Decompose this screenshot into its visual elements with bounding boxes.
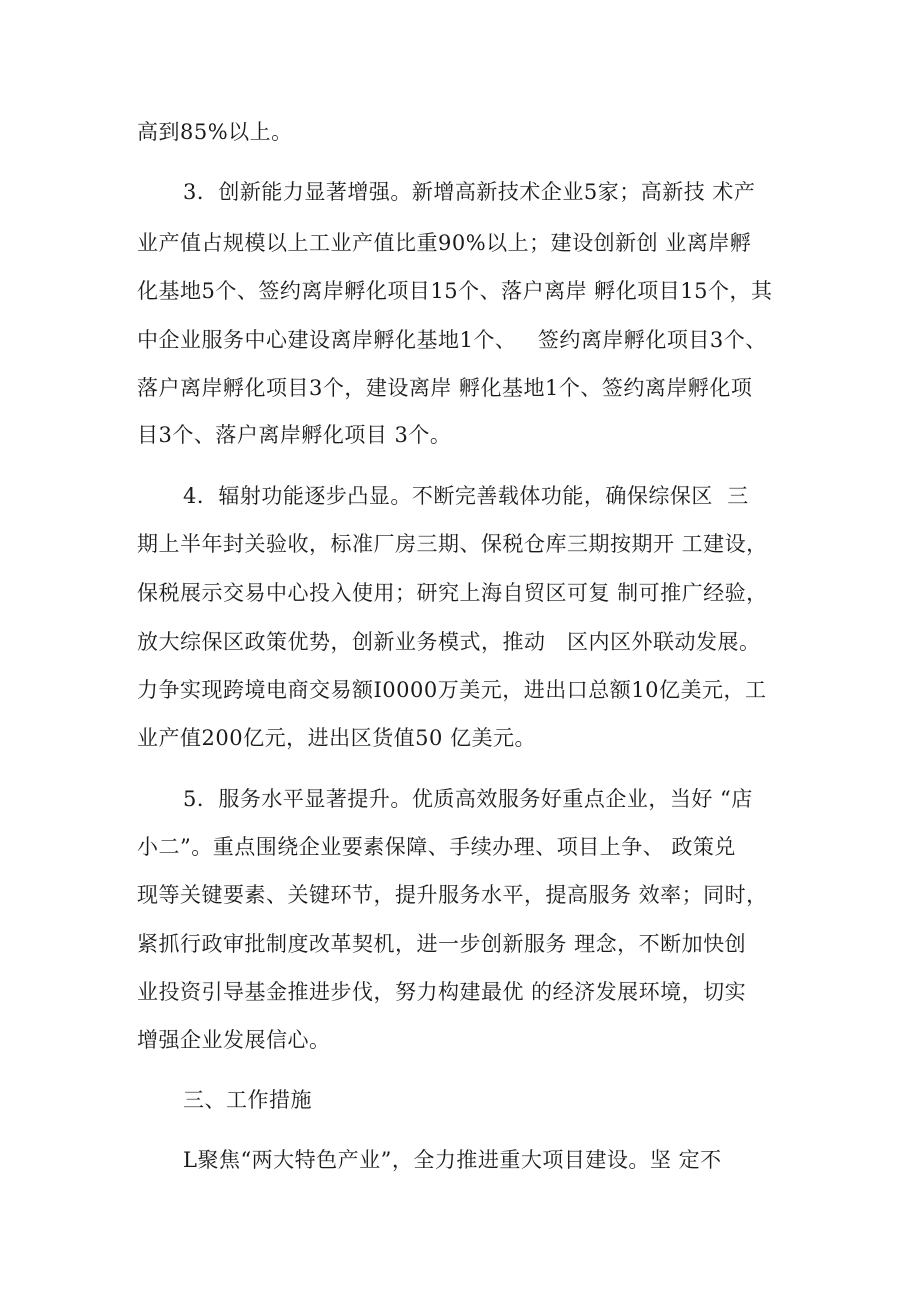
paragraph-line: 3．创新能力显著增强。新增高新技术企业5家；高新技 术产 — [183, 180, 756, 204]
paragraph-line: 化基地5个、签约离岸孵化项目15个、落户离岸 孵化项目15个，其 — [137, 279, 773, 303]
paragraph-line: 中企业服务中心建设离岸孵化基地1个、 签约离岸孵化项目3个、 — [137, 328, 767, 352]
paragraph-line: 落户离岸孵化项目3个，建设离岸 孵化基地1个、签约离岸孵化项 — [137, 376, 753, 400]
paragraph-line: 保税展示交易中心投入使用；研究上海自贸区可复 制可推广经验， — [137, 581, 768, 605]
paragraph-line: 业投资引导基金推进步伐，努力构建最优 的经济发展环境，切实 — [137, 980, 747, 1004]
paragraph-line: 期上半年封关验收，标准厂房三期、保税仓库三期按期开 工建设， — [137, 532, 768, 556]
paragraph-line: 5．服务水平显著提升。优质高效服务好重点企业，当好 “店 — [183, 787, 753, 811]
section-heading: 三、工作措施 — [183, 1088, 312, 1112]
paragraph-line: 业产值200亿元，进出区货值50 亿美元。 — [137, 726, 536, 750]
paragraph-line: 业产值占规模以上工业产值比重90%以上；建设创新创 业离岸孵 — [137, 231, 752, 255]
paragraph-line: 4．辐射功能逐步凸显。不断完善载体功能，确保综保区 三 — [183, 484, 749, 508]
paragraph-line: 目3个、落户离岸孵化项目 3个。 — [137, 423, 452, 447]
paragraph-line: 紧抓行政审批制度改革契机，进一步创新服务 理念，不断加快创 — [137, 932, 747, 956]
paragraph-line: 小二”。重点围绕企业要素保障、手续办理、项目上争、 政策兑 — [137, 835, 736, 859]
paragraph-line: 高到85%以上。 — [137, 120, 293, 144]
paragraph-line: L聚焦“两大特色产业”，全力推进重大项目建设。坚 定不 — [183, 1148, 722, 1172]
paragraph-line: 增强企业发展信心。 — [137, 1028, 331, 1052]
paragraph-line: 现等关键要素、关键环节，提升服务水平，提高服务 效率；同时， — [137, 883, 768, 907]
paragraph-line: 放大综保区政策优势，创新业务模式，推动 区内区外联动发展。 — [137, 630, 761, 654]
paragraph-line: 力争实现跨境电商交易额I0000万美元，进出口总额10亿美元，工 — [137, 678, 767, 702]
